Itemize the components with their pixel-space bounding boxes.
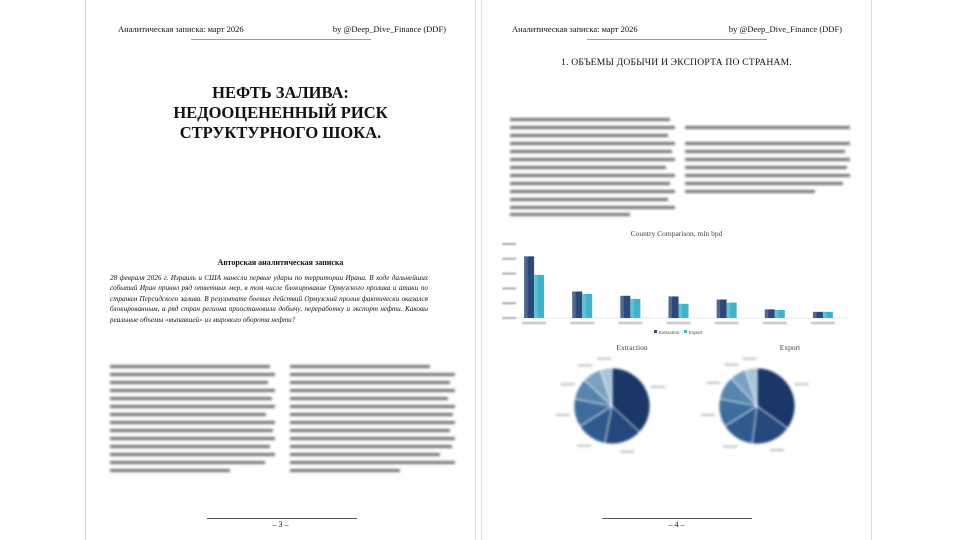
footer-divider (602, 518, 752, 519)
pie-slice-label (701, 414, 715, 416)
intro-paragraph: 28 февраля 2026 г. Израиль и США нанесли первые удары по территории Ирана. В ходе дальнейших событий Иран принял ряд ответных мер, в том числе блокирование Ормузского пролива и атаки по странам Персидского залива. В результате боевых действий Ормузский пролив фактически оказался блокированным, а ряд стран региона приостановили добычу, переработку и экспорт нефти. Каковы реальные объемы «выпавшей» из мирового оборота нефти? (110, 274, 428, 324)
footer-divider (207, 518, 357, 519)
page-number: – 4 – (668, 520, 685, 529)
pie-chart-extraction (542, 356, 682, 456)
document-page-right (481, 0, 872, 540)
legend-label-export: Export (689, 330, 703, 335)
bar-highlight (669, 296, 673, 318)
bar-highlight (813, 312, 817, 318)
section-title: 1. ОБЪЕМЫ ДОБЫЧИ И ЭКСПОРТА ПО СТРАНАМ. (561, 57, 792, 68)
pie-title-extraction: Extraction (616, 343, 648, 352)
y-tick-label (502, 258, 516, 260)
pie-slice-label (795, 383, 809, 385)
legend-label-extraction: Extraction (659, 330, 680, 335)
x-tick-label (811, 322, 835, 324)
x-tick-label (667, 322, 691, 324)
pie-slice-label (597, 358, 611, 360)
bar-highlight (727, 303, 731, 318)
page-number: – 3 – (272, 520, 289, 529)
running-header-left: Аналитическая записка: март 2026 (118, 24, 244, 34)
pie-slice-label (651, 386, 665, 388)
x-tick-label (715, 322, 739, 324)
subheading: Авторская аналитическая записка (217, 258, 344, 267)
bar-highlight (823, 312, 827, 318)
x-tick-label (618, 322, 642, 324)
bar-highlight (630, 299, 634, 318)
pie-slice-label (556, 414, 570, 416)
pie-chart-export (687, 356, 827, 456)
pie-slice-label (725, 364, 739, 366)
document-title: НЕФТЬ ЗАЛИВА: НЕДООЦЕНЕННЫЙ РИСК СТРУКТУРНОГО ШОКА. (173, 83, 388, 142)
pie-slice-label (770, 449, 784, 451)
bar-highlight (620, 296, 624, 318)
pie-slice-label (723, 446, 737, 448)
pie-title-export: Export (779, 343, 801, 352)
y-tick-label (502, 273, 516, 275)
pie-slice-label (577, 445, 591, 447)
x-tick-label (522, 322, 546, 324)
bar-highlight (717, 300, 721, 319)
bar-highlight (534, 275, 538, 318)
x-tick-label (763, 322, 787, 324)
bar-chart (502, 238, 862, 338)
pie-slice-label (706, 382, 720, 384)
bar-highlight (775, 310, 779, 318)
header-divider (587, 39, 767, 40)
y-tick-label (502, 243, 516, 245)
bar-highlight (765, 309, 769, 318)
y-tick-label (502, 287, 516, 289)
bar-highlight (572, 291, 576, 318)
pie-slice-label (620, 451, 634, 453)
legend-swatch-extraction (654, 330, 657, 333)
bar-chart-title: Country Comparison, mln bpd (630, 229, 723, 238)
bar-highlight (524, 256, 528, 318)
running-header-right: by @Deep_Dive_Finance (DDF) (728, 24, 842, 34)
y-tick-label (502, 302, 516, 304)
bar-highlight (582, 294, 586, 318)
legend-swatch-export (684, 330, 687, 333)
pie-slice-label (742, 358, 756, 360)
header-divider (191, 39, 371, 40)
x-tick-label (570, 322, 594, 324)
document-page-left (85, 0, 476, 540)
bar-highlight (679, 304, 683, 318)
pie-slice-label (560, 383, 574, 385)
running-header-left: Аналитическая записка: март 2026 (512, 24, 638, 34)
pie-slice-label (578, 364, 592, 366)
running-header-right: by @Deep_Dive_Finance (DDF) (332, 24, 446, 34)
